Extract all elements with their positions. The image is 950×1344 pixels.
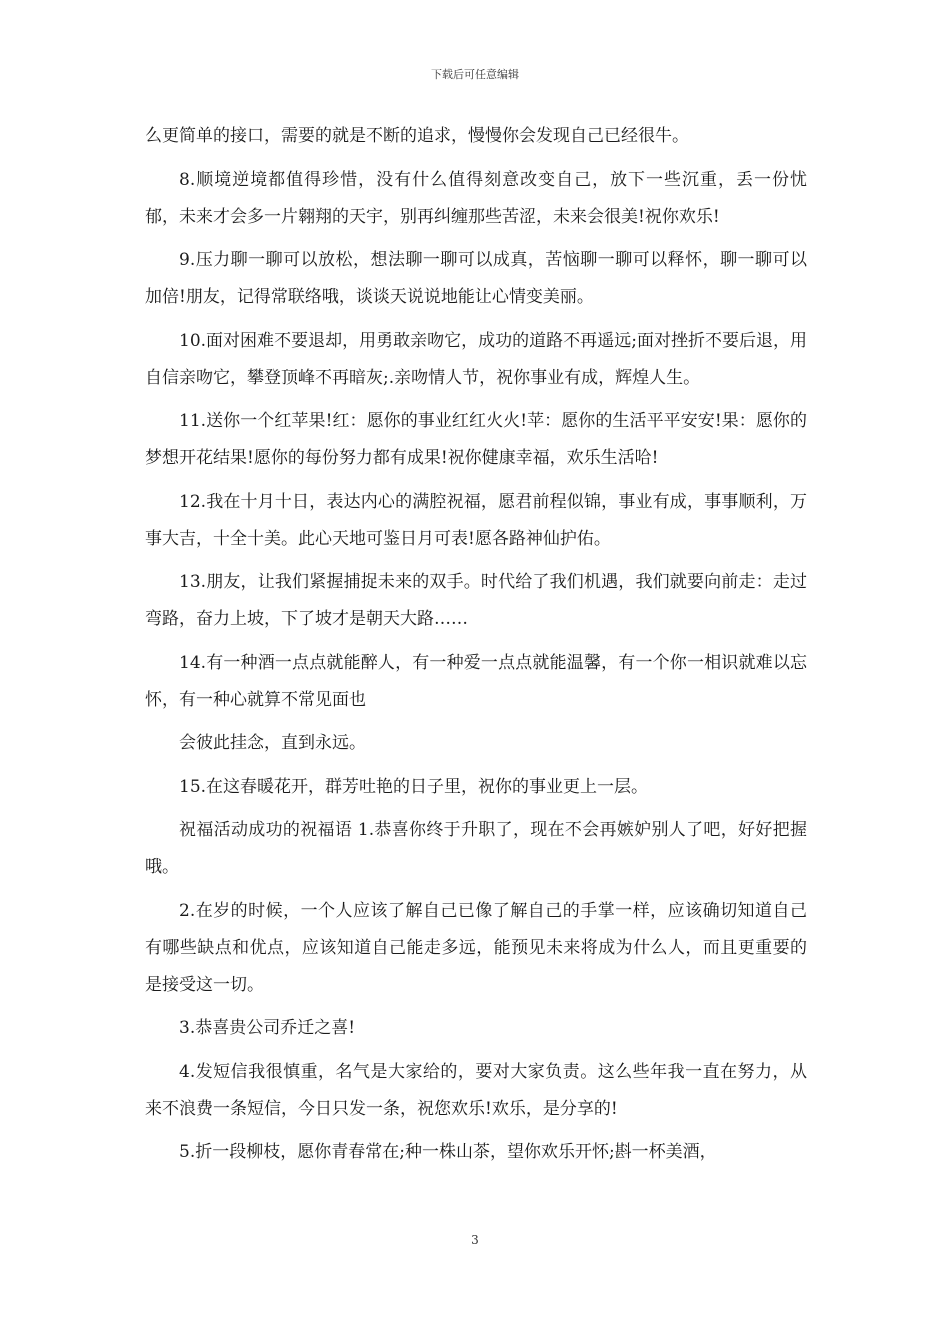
paragraph: 2.在岁的时候，一个人应该了解自己已像了解自己的手掌一样，应该确切知道自己有哪些缺点和优点，应该知道自己能走多远，能预见未来将成为什么人，而且更重要的是接受这一切。 <box>145 900 807 995</box>
paragraph: 12.我在十月十日，表达内心的满腔祝福，愿君前程似锦，事业有成，事事顺利，万事大吉，十全十美。此心天地可鉴日月可表!愿各路神仙护佑。 <box>145 491 807 549</box>
paragraph: 14.有一种酒一点点就能醉人，有一种爱一点点就能温馨，有一个你一相识就难以忘怀，有一种心就算不常见面也 <box>145 652 807 710</box>
paragraph: 祝福活动成功的祝福语 1.恭喜你终于升职了，现在不会再嫉妒别人了吧，好好把握哦。 <box>145 820 807 877</box>
paragraph: 5.折一段柳枝，愿你青春常在;种一株山茶，望你欢乐开怀;斟一杯美酒， <box>179 1142 717 1162</box>
document-body <box>145 118 807 1178</box>
page-header: 下载后可任意编辑 <box>431 68 519 81</box>
paragraph: 会彼此挂念，直到永远。 <box>179 733 366 753</box>
page-number: 3 <box>471 1233 479 1247</box>
paragraph: 9.压力聊一聊可以放松，想法聊一聊可以成真，苦恼聊一聊可以释怀，聊一聊可以加倍!朋友，记得常联络哦，谈谈天说说地能让心情变美丽。 <box>145 250 807 307</box>
paragraph: 11.送你一个红苹果!红：愿你的事业红红火火!苹：愿你的生活平平安安!果：愿你的梦想开花结果!愿你的每份努力都有成果!祝你健康幸福，欢乐生活哈! <box>145 411 807 468</box>
paragraph: 13.朋友，让我们紧握捕捉未来的双手。时代给了我们机遇，我们就要向前走：走过弯路，奋力上坡，下了坡才是朝天大路…… <box>145 572 807 629</box>
paragraph: 么更简单的接口，需要的就是不断的追求，慢慢你会发现自己已经很牛。 <box>145 126 689 146</box>
paragraph: 15.在这春暖花开，群芳吐艳的日子里，祝你的事业更上一层。 <box>179 776 649 797</box>
paragraph: 3.恭喜贵公司乔迁之喜! <box>179 1018 356 1038</box>
paragraph: 4.发短信我很慎重，名气是大家给的，要对大家负责。这么些年我一直在努力，从来不浪费一条短信，今日只发一条，祝您欢乐!欢乐，是分享的! <box>145 1061 807 1119</box>
paragraph: 10.面对困难不要退却，用勇敢亲吻它，成功的道路不再遥远;面对挫折不要后退，用自信亲吻它，攀登顶峰不再暗灰;.亲吻情人节，祝你事业有成，辉煌人生。 <box>145 330 807 388</box>
paragraph: 8.顺境逆境都值得珍惜，没有什么值得刻意改变自己，放下一些沉重，丢一份忧郁，未来才会多一片翱翔的天宇，别再纠缠那些苦涩，未来会很美!祝你欢乐! <box>145 169 807 227</box>
